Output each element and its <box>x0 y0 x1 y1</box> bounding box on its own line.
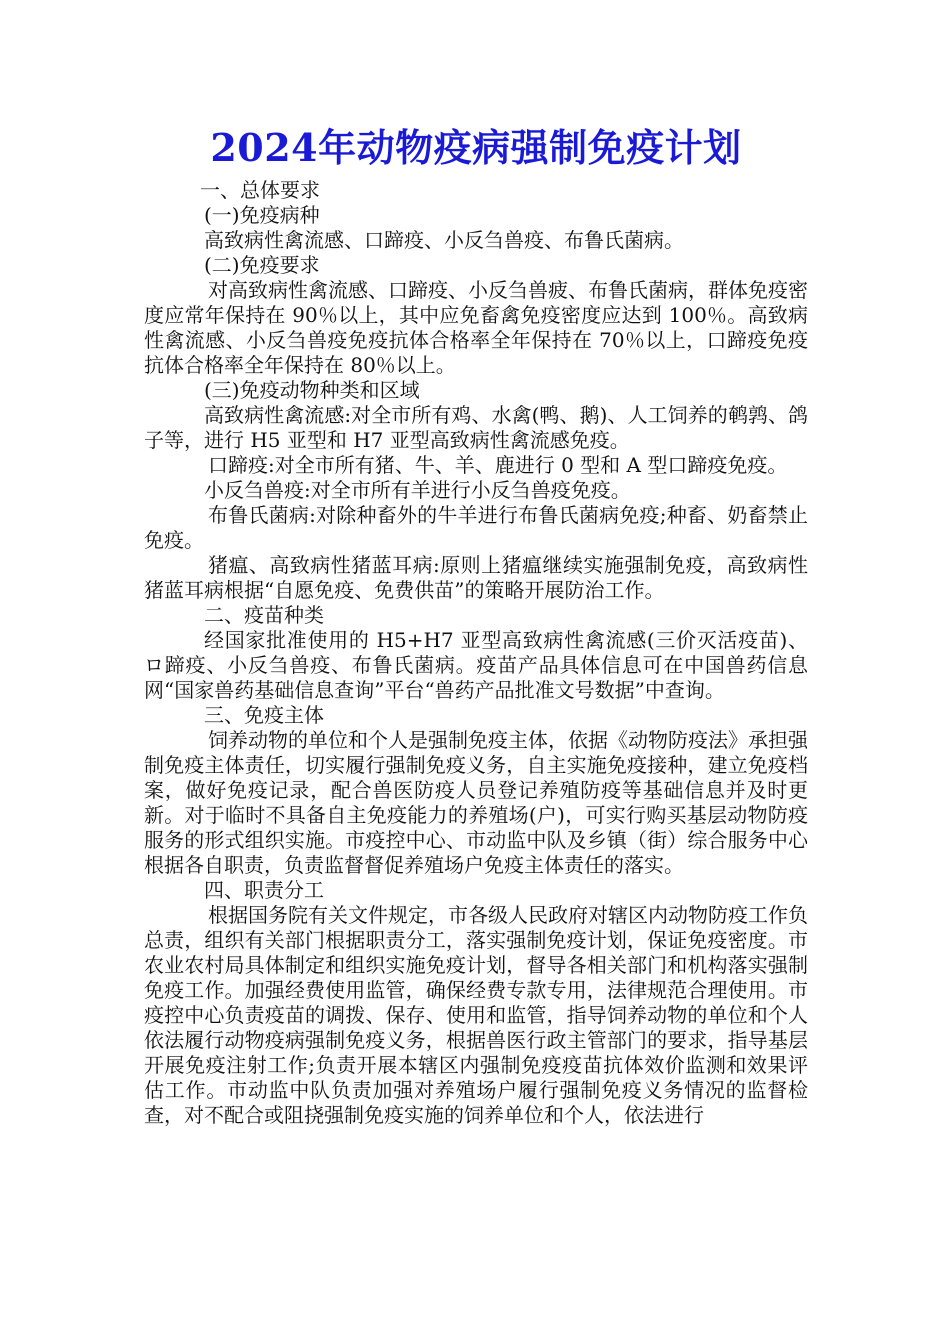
paragraph-fmd: 口蹄疫:对全市所有猪、牛、羊、鹿进行 0 型和 A 型口蹄疫免疫。 <box>208 453 788 477</box>
paragraph-immunity-requirements: 对高致病性禽流感、口蹄疫、小反刍兽疲、布鲁氏菌病，群体免疫密度应常年保持在 90％以上，其中应免畜禽免疫密度应达到 100％。高致病性禽流感、小反刍兽疫免疫抗体合格率全年保持在 70％以上，口蹄疫免疫抗体合格率全年保持在 80％以上。 <box>144 278 808 377</box>
paragraph-brucellosis: 布鲁氏菌病:对除种畜外的牛羊进行布鲁氏菌病免疫;种畜、奶畜禁止免疫。 <box>144 503 808 552</box>
paragraph-immunity-subject: 饲养动物的单位和个人是强制免疫主体，依据《动物防疫法》承担强制免疫主体责任，切实履行强制免疫义务，自主实施免疫接种，建立免疫档案，做好免疫记录，配合兽医防疫人员登记养殖防疫等基础信息并及时更新。对于临时不具备自主免疫能力的养殖场(户)，可实行购买基层动物防疫服务的形式组织实施。市疫控中心、市动监中队及乡镇（街）综合服务中心根据各自职责，负责监督督促养殖场户免疫主体责任的落实。 <box>144 728 808 877</box>
subsection-heading-1-3: (三)免疫动物种类和区域 <box>204 378 420 402</box>
paragraph-vaccine-types: 经国家批准使用的 H5+H7 亚型高致病性禽流感(三价灭活疫苗)、ロ蹄疫、小反刍兽疫、布鲁氏菌病。疫苗产品具体信息可在中国兽药信息网“国家兽药基础信息查询”平台“兽药产品批准文号数据”中查询。 <box>144 628 808 702</box>
subsection-heading-1-1: (一)免疫病种 <box>204 203 320 227</box>
subsection-heading-1-2: (二)免疫要求 <box>204 253 320 277</box>
paragraph-responsibilities: 根据国务院有关文件规定，市各级人民政府对辖区内动物防疫工作负总责，组织有关部门根据职责分工，落实强制免疫计划，保证免疫密度。市农业农村局具体制定和组织实施免疫计划，督导各相关部门和机构落实强制免疫工作。加强经费使用监管，确保经费专款专用，法律规范合理使用。市疫控中心负责疫苗的调拨、保存、使用和监管，指导饲养动物的单位和个人依法履行动物疫病强制免疫义务，根据兽医行政主管部门的要求，指导基层开展免疫注射工作;负责开展本辖区内强制免疫疫苗抗体效价监测和效果评估工作。市动监中队负责加强对养殖场户履行强制免疫义务情况的监督检查，对不配合或阻挠强制免疫实施的饲养单位和个人，依法进行 <box>144 903 808 1127</box>
section-heading-2: 二、疫苗种类 <box>204 603 324 627</box>
document-page <box>144 120 808 1128</box>
paragraph-swine-fever: 猪瘟、高致病性猪蓝耳病:原则上猪瘟继续实施强制免疫，高致病性猪蓝耳病根据“自愿免疫、免费供苗”的策略开展防治工作。 <box>144 553 808 602</box>
section-heading-4: 四、职责分工 <box>204 878 324 902</box>
paragraph-disease-types: 高致病性禽流感、口蹄疫、小反刍兽疫、布鲁氏菌病。 <box>204 228 684 252</box>
section-heading-1: 一、总体要求 <box>200 178 320 202</box>
document-title: 2024年动物疫病强制免疫计划 <box>210 125 742 170</box>
paragraph-avian-flu: 高致病性禽流感:对全市所有鸡、水禽(鸭、鹅)、人工饲养的鹌鹑、鸽子等，进行 H5 亚型和 H7 亚型高致病性禽流感免疫。 <box>144 403 808 452</box>
paragraph-ppr: 小反刍兽疫:对全市所有羊进行小反刍兽疫免疫。 <box>204 478 631 502</box>
section-heading-3: 三、免疫主体 <box>204 703 324 727</box>
